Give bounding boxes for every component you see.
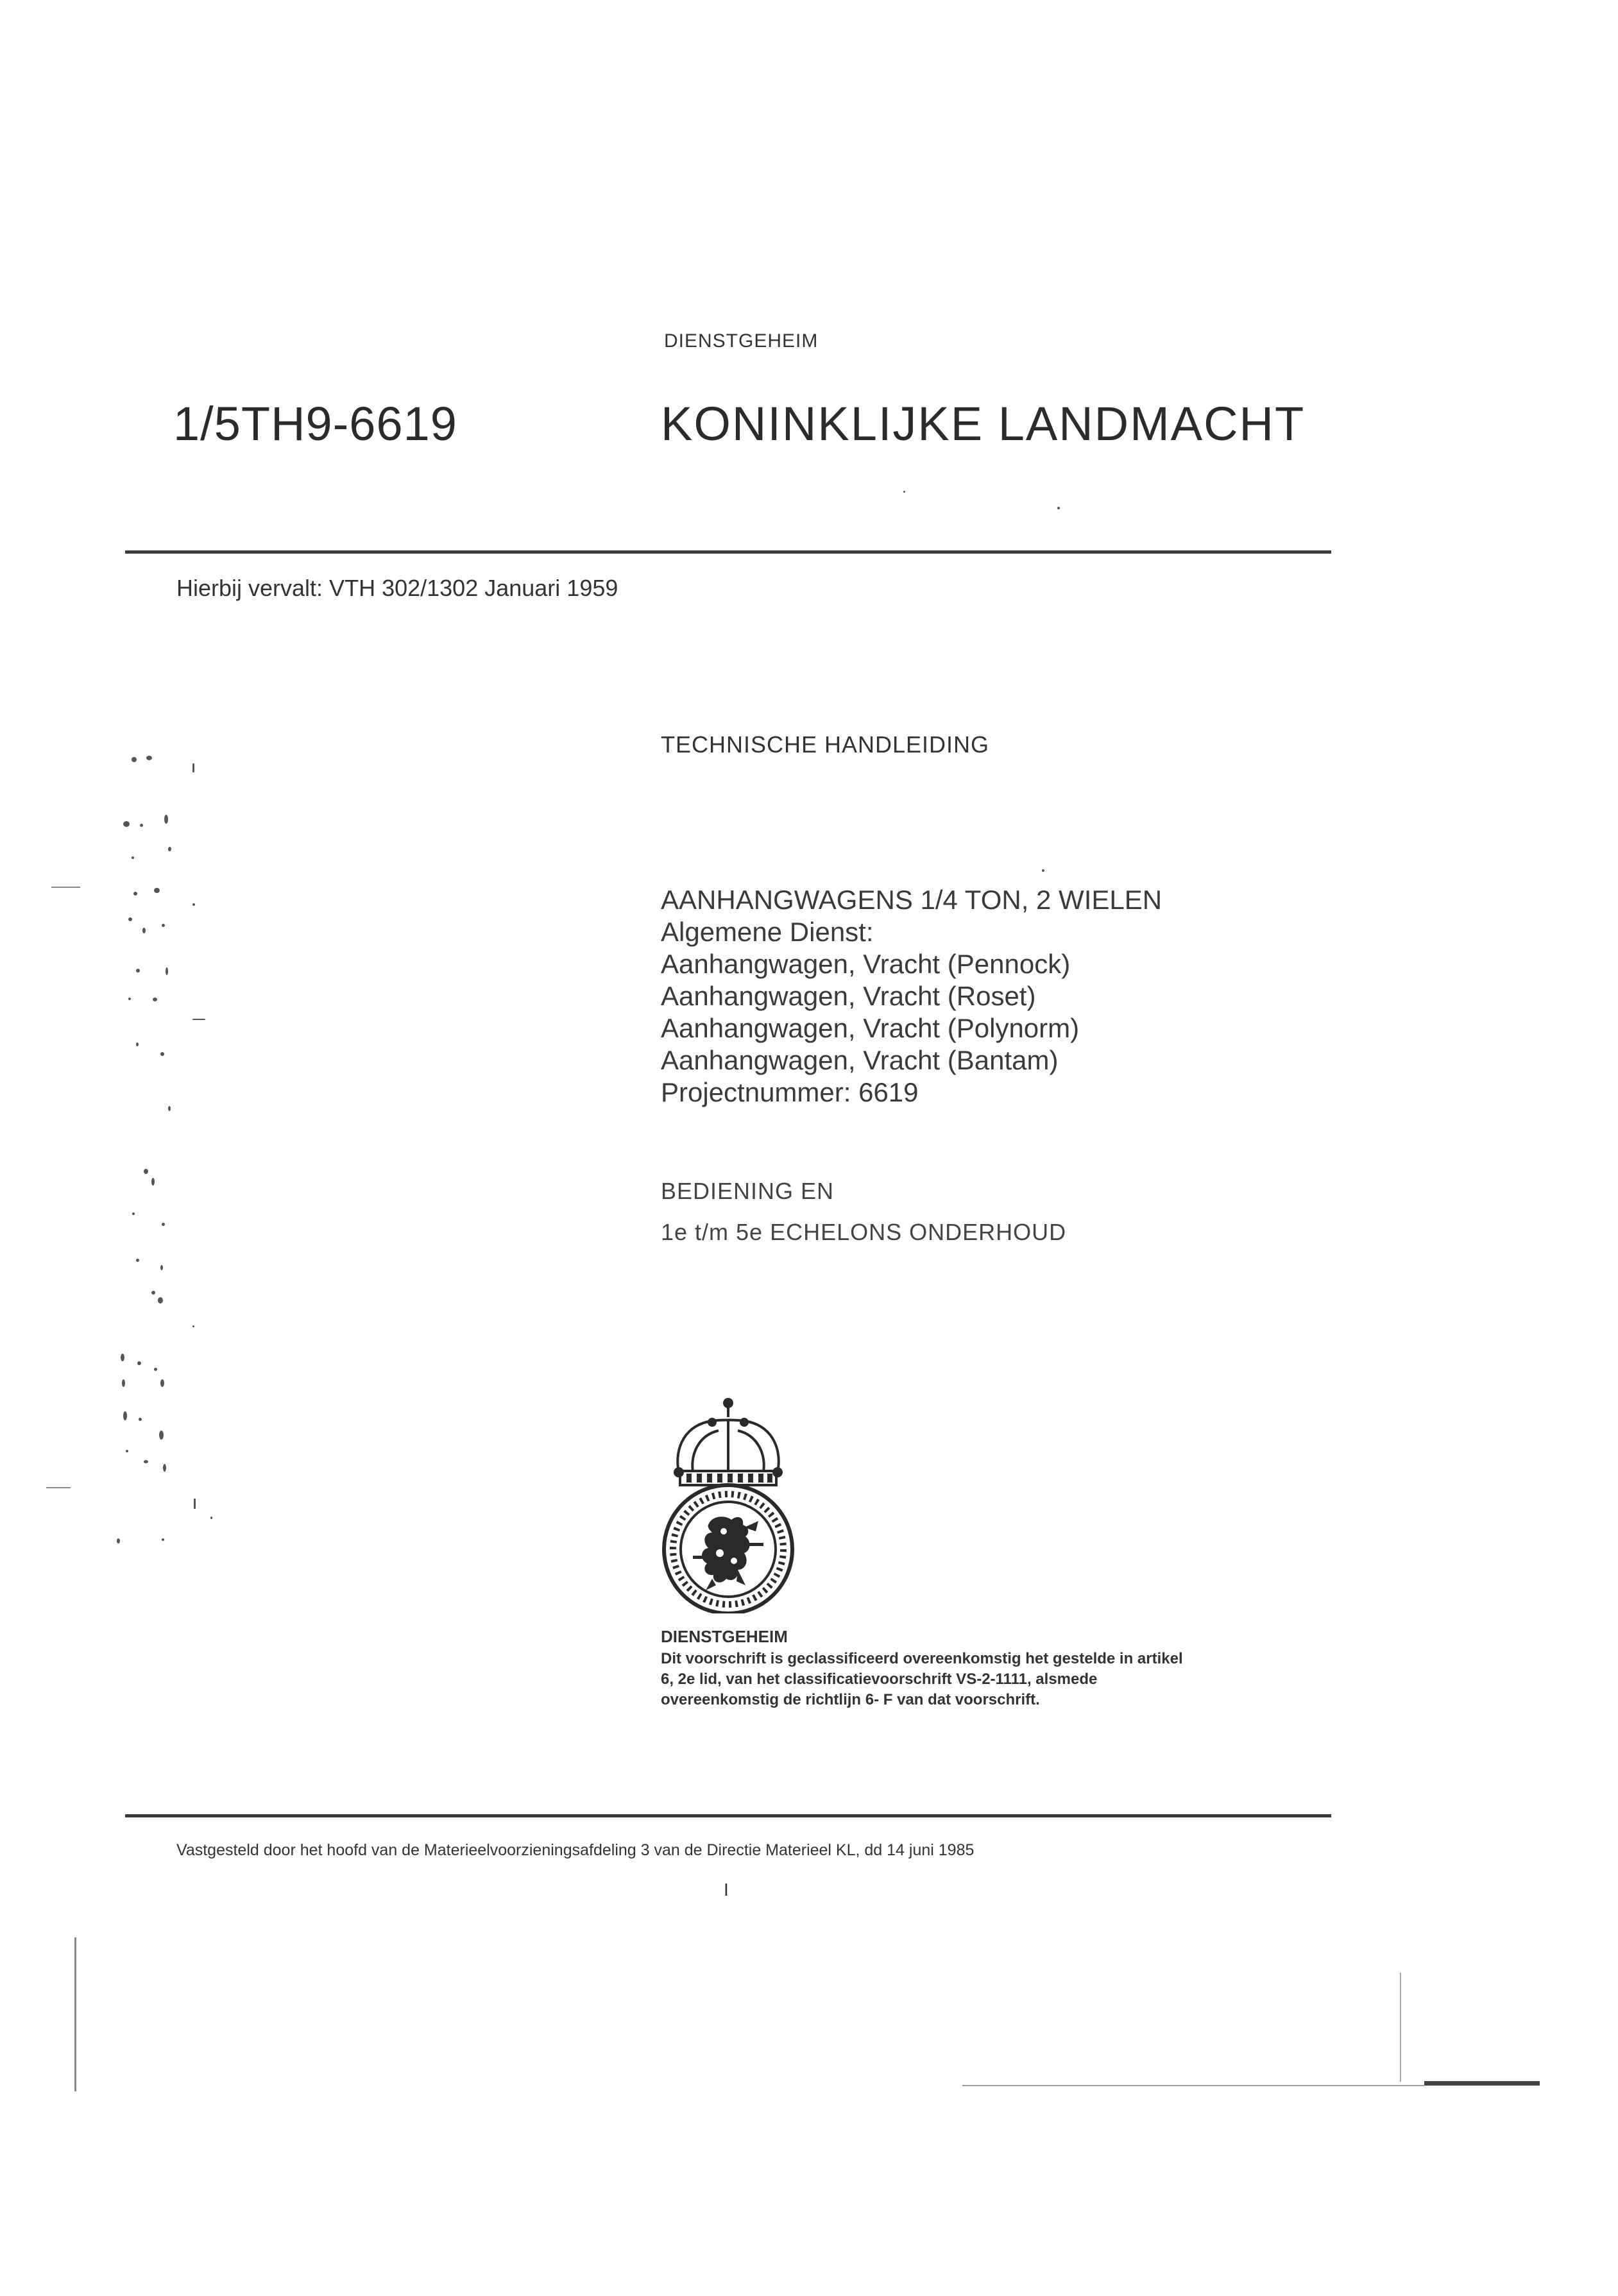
supersedes-note: Hierbij vervalt: VTH 302/1302 Januari 1959 [176,575,618,601]
royal-army-crest-icon [648,1395,808,1613]
bottom-divider [125,1814,1331,1817]
maintenance-echelons: 1e t/m 5e ECHELONS ONDERHOUD [661,1219,1067,1245]
page-number: I [724,1880,729,1900]
subject-line: Algemene Dienst: [661,917,874,947]
document-number: 1/5TH9-6619 [173,397,457,450]
subject-block [661,884,1162,1109]
document-type: TECHNISCHE HANDLEIDING [661,731,990,758]
subject-line: AANHANGWAGENS 1/4 TON, 2 WIELEN [661,885,1162,915]
subject-line: Aanhangwagen, Vracht (Polynorm) [661,1013,1080,1043]
subject-line: Aanhangwagen, Vracht (Bantam) [661,1045,1059,1075]
top-classification-label: DIENSTGEHEIM [664,330,819,352]
operation-title: BEDIENING EN [661,1178,835,1204]
subject-line: Projectnummer: 6619 [661,1077,919,1107]
classification-notice: Dit voorschrift is geclassificeerd overeenkomstig het gestelde in artikel 6, 2e lid, van het classificatievoorschrift VS-2-1111, alsmede overeenkomstig de richtlijn 6- F van dat voorschrift. [661,1650,1183,1708]
top-divider [125,550,1331,554]
approval-statement: Vastgesteld door het hoofd van de Materieelvoorzieningsafdeling 3 van de Directie Materieel KL, dd 14 juni 1985 [176,1841,975,1859]
notice-title: DIENSTGEHEIM [661,1627,788,1646]
subject-line: Aanhangwagen, Vracht (Pennock) [661,949,1071,979]
organization-title: KONINKLIJKE LANDMACHT [661,397,1306,450]
subject-line: Aanhangwagen, Vracht (Roset) [661,981,1036,1011]
